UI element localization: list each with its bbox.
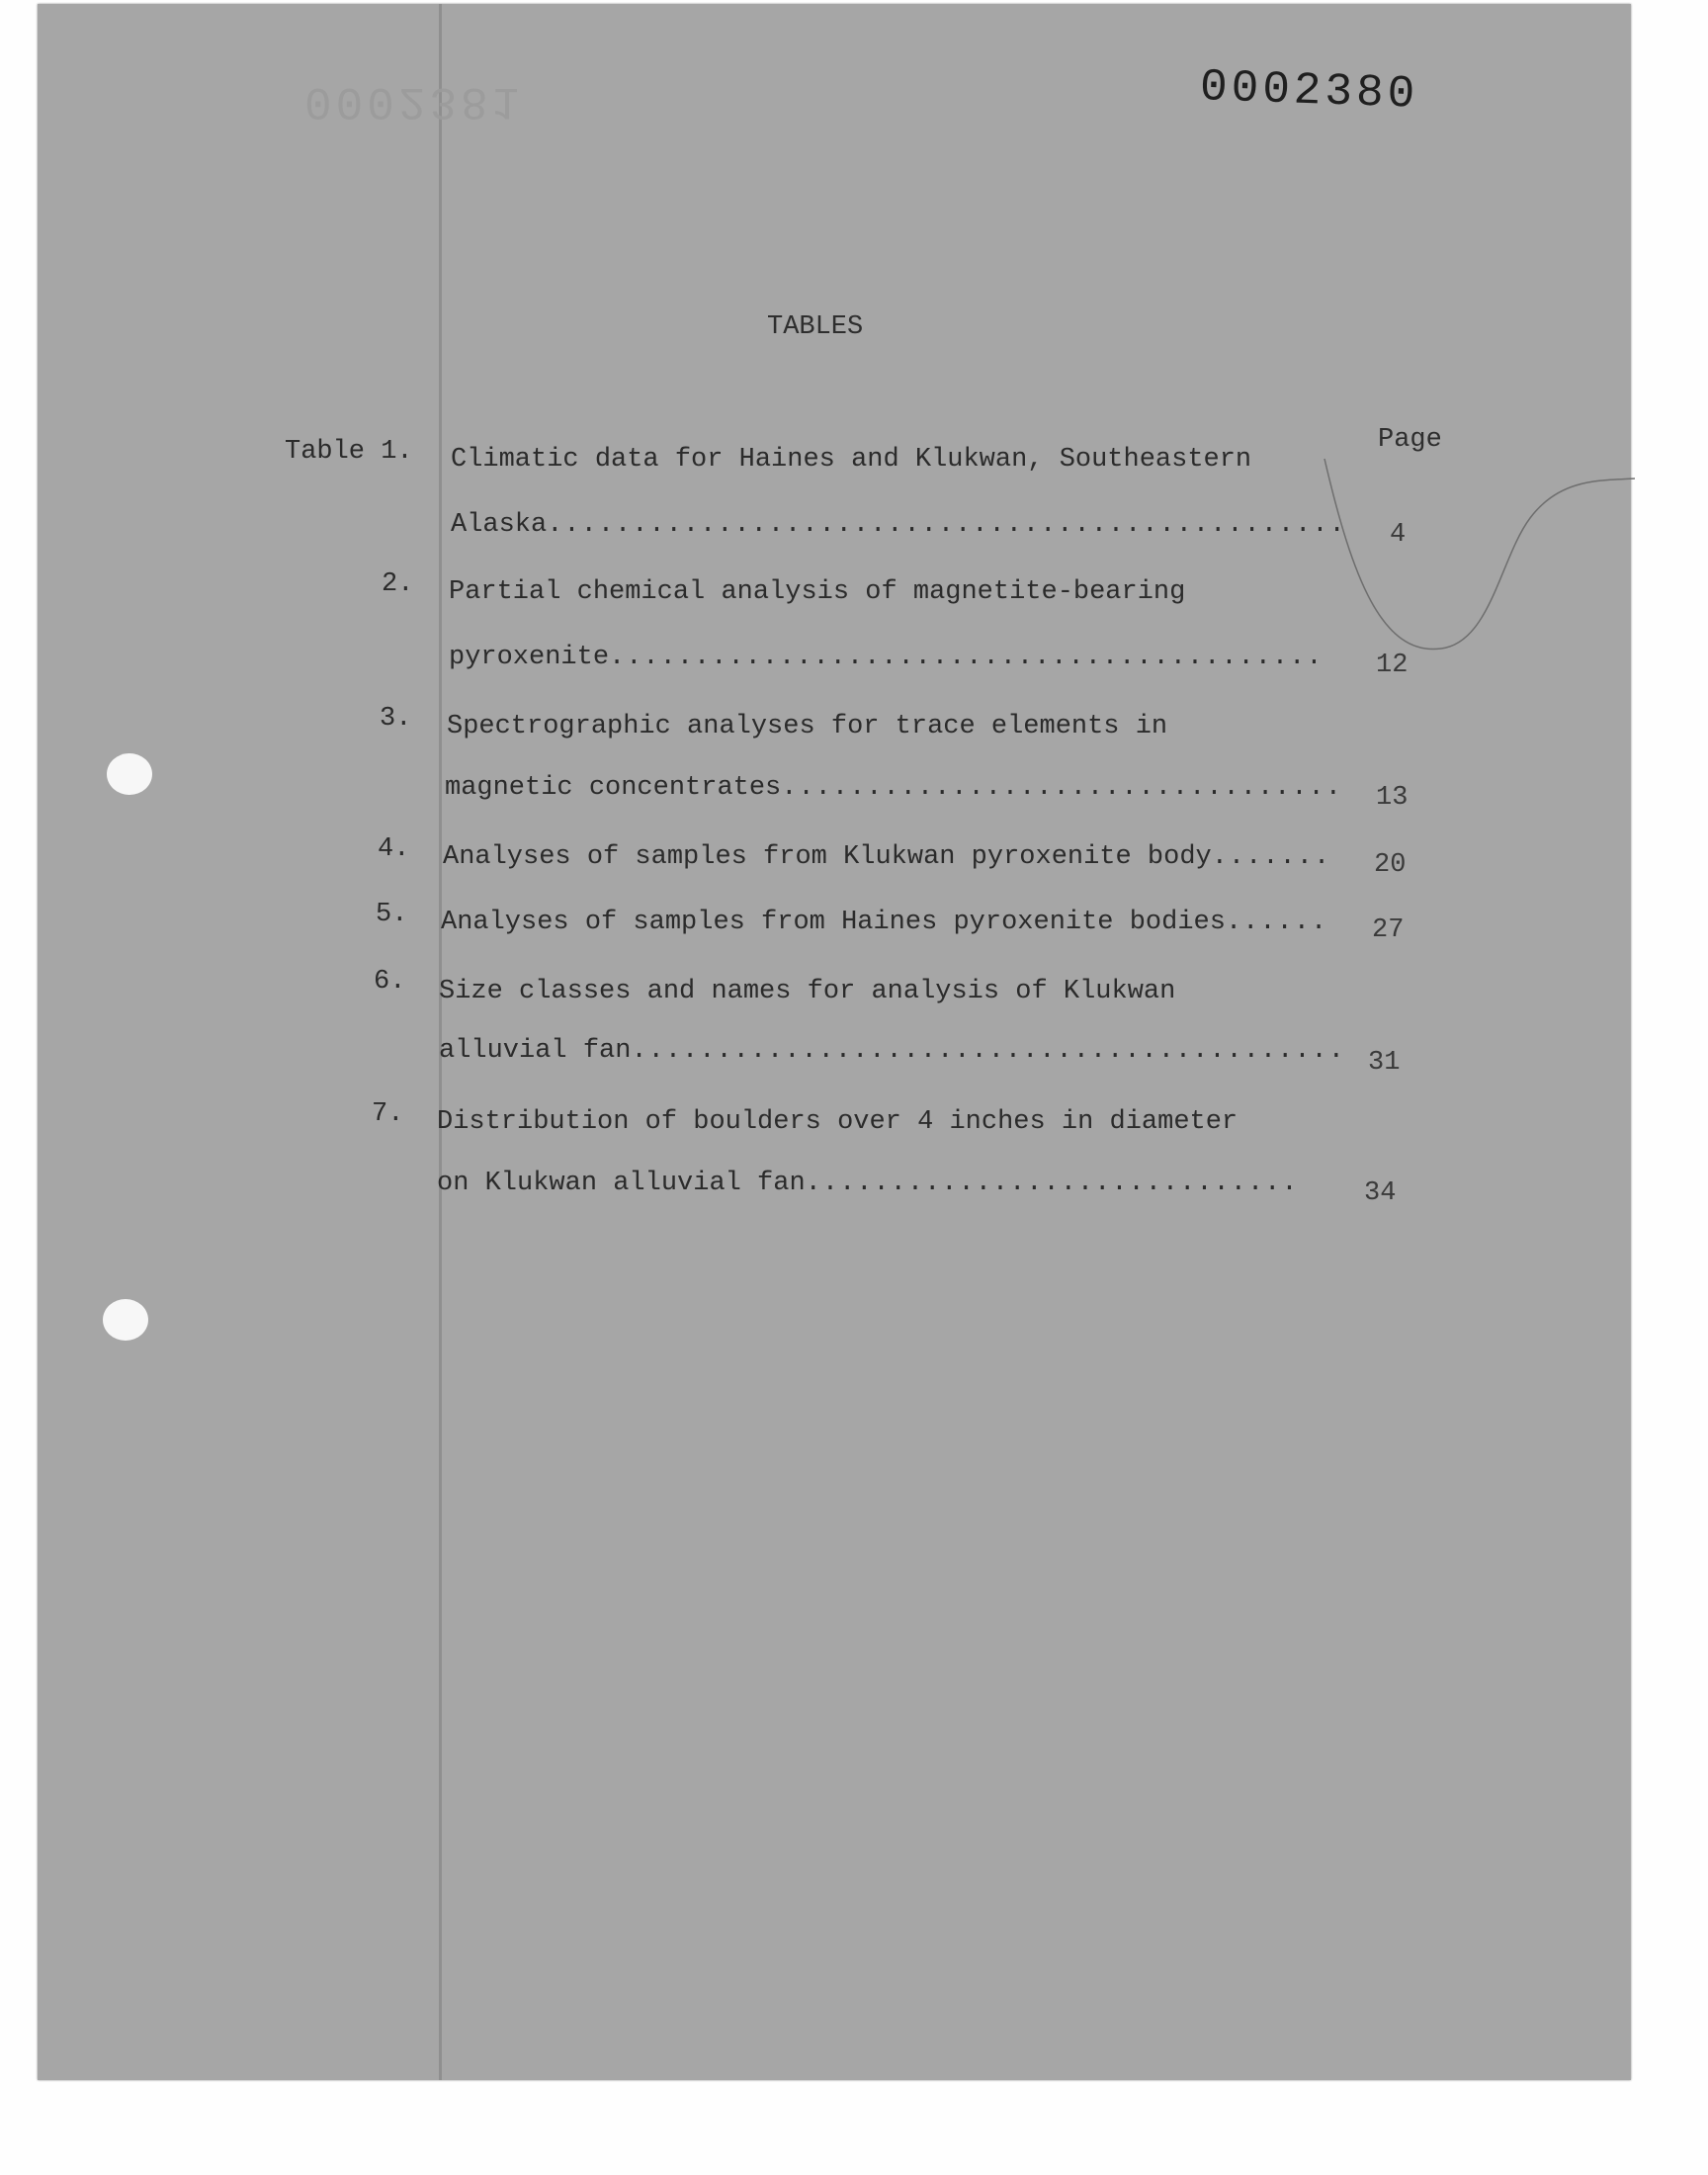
entry-page: 20 xyxy=(1374,850,1407,880)
entry-label: 4. xyxy=(378,834,410,864)
entry-title-line1: Spectrographic analyses for trace elements in xyxy=(447,712,1168,741)
entry-title-line2: Alaska............................................... xyxy=(451,510,1346,540)
punch-hole-bottom xyxy=(103,1299,148,1341)
entry-title-line1: Climatic data for Haines and Klukwan, Southeastern xyxy=(451,445,1252,475)
page-column-label: Page xyxy=(1378,425,1442,455)
entry-title-line2: on Klukwan alluvial fan............................. xyxy=(437,1169,1299,1198)
entry-page: 31 xyxy=(1368,1048,1401,1078)
entry-page: 34 xyxy=(1364,1178,1397,1208)
entry-label: 5. xyxy=(376,900,408,929)
entry-title-line1: Distribution of boulders over 4 inches in diameter xyxy=(437,1107,1238,1137)
entry-label: 3. xyxy=(380,704,412,734)
entry-title-line2: alluvial fan.......................................... xyxy=(439,1036,1345,1066)
page-heading: TABLES xyxy=(767,312,864,342)
punch-hole-top xyxy=(107,753,152,795)
entry-page: 4 xyxy=(1390,520,1407,550)
scanned-page xyxy=(38,4,1631,2080)
pencil-mark xyxy=(1323,439,1639,666)
bleed-through-stamp: 0002381 xyxy=(304,75,524,127)
entry-title-line1: Analyses of samples from Haines pyroxenite bodies...... xyxy=(441,908,1328,937)
entry-label: Table 1. xyxy=(285,437,413,467)
entry-title-line1: Partial chemical analysis of magnetite-bearing xyxy=(449,577,1186,607)
entry-title-line1: Analyses of samples from Klukwan pyroxenite body....... xyxy=(443,842,1331,872)
entry-page: 12 xyxy=(1376,651,1409,680)
entry-label: 2. xyxy=(382,569,414,599)
entry-title-line2: magnetic concentrates................................. xyxy=(445,773,1342,803)
entry-page: 27 xyxy=(1372,915,1405,945)
entry-label: 6. xyxy=(374,967,406,997)
document-stamp-number: 0002380 xyxy=(1199,61,1420,121)
entry-title-line1: Size classes and names for analysis of Klukwan xyxy=(439,977,1176,1006)
entry-title-line2: pyroxenite.......................................... xyxy=(449,643,1324,672)
entry-label: 7. xyxy=(372,1099,404,1129)
entry-page: 13 xyxy=(1376,783,1409,813)
